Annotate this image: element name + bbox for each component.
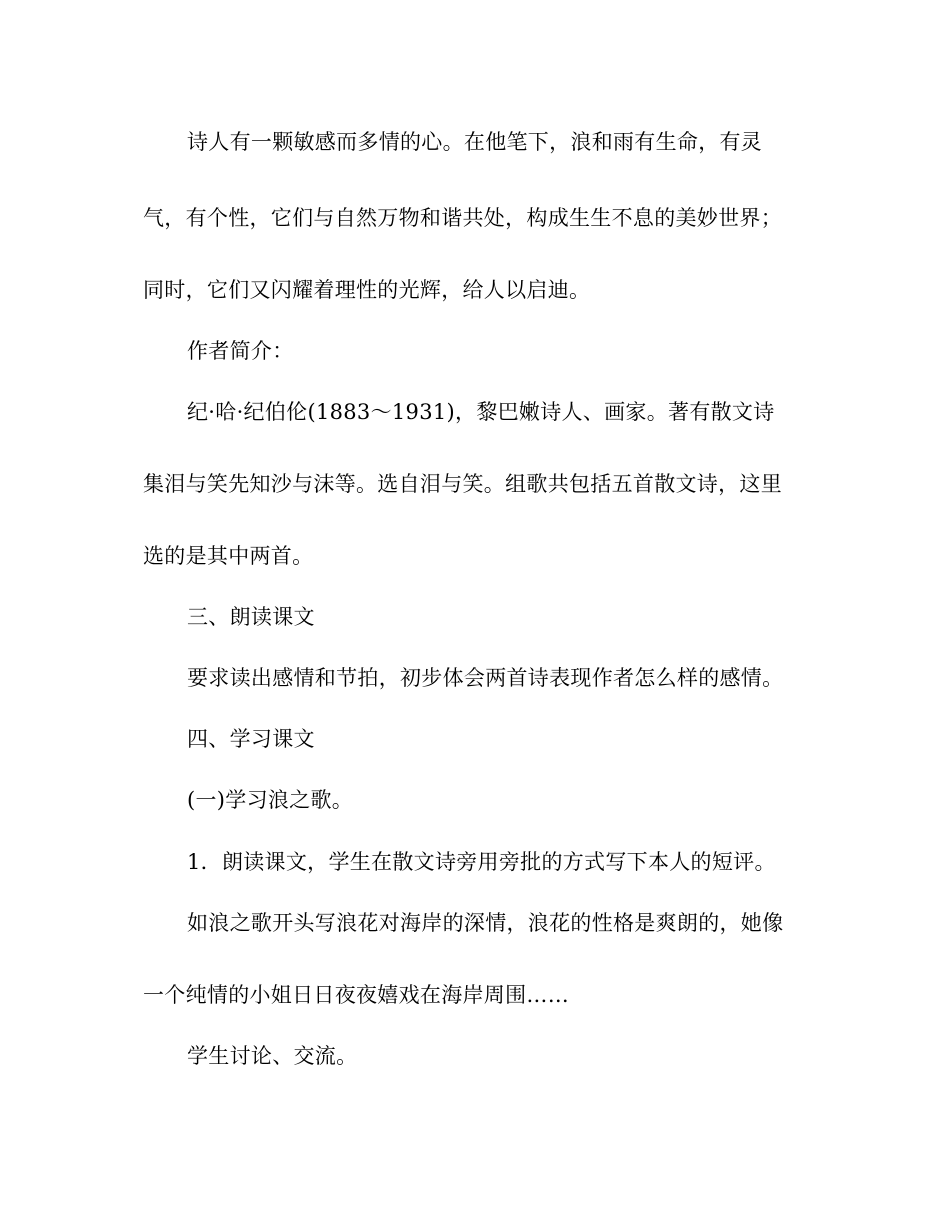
paragraph-line: 要求读出感情和节拍，初步体会两首诗表现作者怎么样的感情。 (187, 666, 784, 690)
paragraph-line: 诗人有一颗敏感而多情的心。在他笔下，浪和雨有生命，有灵 (187, 130, 763, 154)
section-heading: 三、朗读课文 (187, 605, 315, 629)
paragraph-line: 一个纯情的小姐日日夜夜嬉戏在海岸周围…… (143, 983, 569, 1007)
paragraph-line: 同时，它们又闪耀着理性的光辉，给人以启迪。 (143, 278, 591, 302)
section-heading: 四、学习课文 (187, 727, 315, 751)
paragraph-line: 气，有个性，它们与自然万物和谐共处，构成生生不息的美妙世界； (143, 206, 782, 230)
paragraph-line: 如浪之歌开头写浪花对海岸的深情，浪花的性格是爽朗的，她像 (187, 911, 784, 935)
subsection-heading: (一)学习浪之歌。 (187, 788, 354, 812)
paragraph-line: 学生讨论、交流。 (187, 1044, 358, 1068)
paragraph-line: 选的是其中两首。 (143, 544, 314, 568)
paragraph-line: 1．朗读课文，学生在散文诗旁用旁批的方式写下本人的短评。 (187, 850, 776, 874)
paragraph-line: 集泪与笑先知沙与沫等。选自泪与笑。组歌共包括五首散文诗，这里 (143, 472, 782, 496)
section-heading: 作者简介： (187, 339, 294, 363)
paragraph-line: 纪·哈·纪伯伦(1883～1931)，黎巴嫩诗人、画家。著有散文诗 (187, 400, 775, 424)
